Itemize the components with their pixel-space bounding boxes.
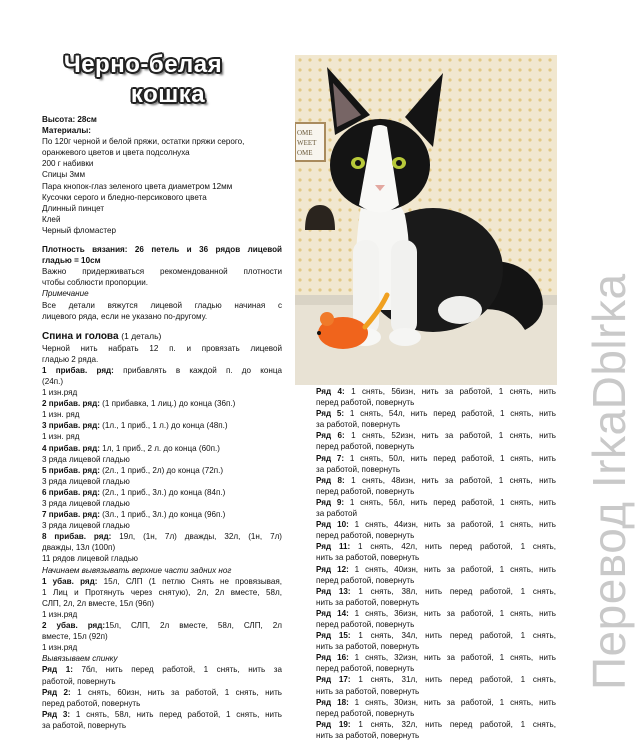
text-line: лицевого ряда, если не указано по-другому. (42, 311, 208, 321)
text-line: гладью 2 ряда. (42, 354, 99, 364)
text-line: 7 прибав. ряд: (3л., 1 приб., 3л.) до конца (96п.) (42, 510, 226, 520)
text-line: 3 ряда лицевой гладью (42, 521, 130, 531)
text-line: 1 изн.ряд (42, 609, 78, 619)
row-label: Ряд 6: (316, 431, 345, 441)
text-line: вместе, 15л (92п) (42, 632, 108, 642)
row-label: Ряд 15: (316, 631, 351, 641)
text-line: По 120г черной и белой пряжи, остатки пряжи серого, (42, 137, 245, 147)
row-label: 5 прибав. ряд: (42, 465, 100, 475)
text-line: Ряд 14: 1 снять, 36изн, нить за работой, 1 снять, нить (316, 608, 556, 618)
row-label: 1 прибав. ряд: (42, 365, 114, 375)
text-line: перед работой, повернуть (316, 575, 415, 585)
text-line: 5 прибав. ряд: (2л., 1 приб., 2л) до конца (72п.) (42, 465, 224, 475)
text-line: Кусочки серого и бледно-персикового цвета (42, 192, 207, 202)
row-label: Ряд 5: (316, 409, 345, 419)
row-label: Ряд 8: (316, 475, 345, 485)
text-line: Начинаем вывязывать верхние части задних ног (42, 565, 232, 575)
text-line: Ряд 7: 1 снять, 50л, нить перед работой, 1 снять, нить (316, 453, 556, 463)
text-line: 1 изн. ряд (42, 410, 80, 420)
text-line: за работой, повернуть (316, 464, 401, 474)
row-label: 2 прибав. ряд: (42, 399, 100, 409)
row-label: Ряд 19: (316, 719, 351, 729)
text-line: 1 убав. ряд: 15л, СЛП (1 петлю Снять не провязывая, (42, 576, 282, 586)
row-label: 2 убав. ряд: (42, 621, 106, 631)
title-line-1: Черно-белая (63, 51, 223, 78)
wall-sign-text-2: WEET (297, 139, 317, 147)
text-line: 1 изн. ряд (42, 432, 80, 442)
text-line: оранжевого цветов и цвета подсолнуха (42, 148, 190, 158)
page-title (38, 50, 248, 110)
text-line: перед работой, повернуть (316, 619, 415, 629)
wall-sign-text-1: OME (297, 129, 313, 137)
text-line: нить за работой, повернуть (316, 597, 420, 607)
text-line: 1 Лиц и Протянуть через снятую), 2л, 2л вместе, 58л, (42, 587, 282, 597)
text-line: Вывязываем спинку (42, 654, 118, 664)
text-line: 6 прибав. ряд: (2л., 1 приб., 3л.) до конца (84п.) (42, 487, 226, 497)
text-line: перед работой, повернуть (42, 698, 141, 708)
text-line: 2 убав. ряд:15л, СЛП, 2л вместе, 58л, СЛП, 2л (42, 621, 282, 631)
text-line: перед работой, повернуть (316, 664, 415, 674)
text-line: за работой, повернуть (316, 420, 401, 430)
text-line: гладью = 10см (42, 256, 101, 266)
text-line: Пара кнопок-глаз зеленого цвета диаметром 12мм (42, 181, 233, 191)
text-line: нить за работой, повернуть (316, 642, 420, 652)
row-label: 1 убав. ряд: (42, 576, 98, 586)
text-line: Высота: 28см (42, 115, 97, 124)
text-line: Ряд 17: 1 снять, 31л, нить перед работой, 1 снять, (316, 675, 556, 685)
text-line: Важно придерживаться рекомендованной плотности (42, 267, 282, 277)
row-label: Ряд 7: (316, 453, 345, 463)
row-label: Ряд 14: (316, 608, 349, 618)
watermark: Перевод IrkaDblrka (583, 273, 635, 690)
text-line: Ряд 19: 1 снять, 32л, нить перед работой, 1 снять, (316, 719, 556, 729)
row-label: Ряд 13: (316, 586, 351, 596)
text-line: Ряд 2: 1 снять, 60изн, нить за работой, 1 снять, нить (42, 687, 282, 697)
text-line: нить за работой, повернуть (316, 730, 420, 740)
cat-photo (295, 55, 557, 385)
text-line: Клей (42, 214, 61, 224)
text-line: перед работой, повернуть (316, 398, 415, 408)
text-line: Ряд 3: 1 снять, 58л, нить перед работой, 1 снять, нить (42, 709, 282, 719)
text-line: работой, повернуть (42, 676, 116, 686)
row-label: Ряд 2: (42, 687, 71, 697)
title-line-2: кошка (130, 81, 206, 108)
text-line: Длинный пинцет (42, 203, 105, 213)
text-line: Примечание (42, 289, 89, 299)
section-heading-title: Спина и голова (42, 330, 122, 342)
text-line: перед работой, повернуть (316, 531, 415, 541)
cat-photo-illustration (295, 55, 557, 385)
row-label: 6 прибав. ряд: (42, 487, 100, 497)
text-line: нить за работой, повернуть (316, 553, 420, 563)
pattern-column-right (316, 386, 556, 741)
row-label: Ряд 10: (316, 520, 349, 530)
section-heading-note: (1 деталь) (121, 330, 162, 341)
text-line: Ряд 16: 1 снять, 32изн, нить за работой, 1 снять, нить (316, 653, 556, 663)
text-line: Ряд 4: 1 снять, 56изн, нить за работой, 1 снять, нить (316, 387, 556, 396)
wall-sign-text-3: OME (297, 149, 313, 157)
text-line: 3 прибав. ряд: (1л., 1 приб., 1 л.) до конца (48п.) (42, 421, 228, 431)
row-label: Ряд 16: (316, 653, 349, 663)
text-line: Ряд 5: 1 снять, 54л, нить перед работой, 1 снять, нить (316, 409, 556, 419)
text-line: 2 прибав. ряд: (1 прибавка, 1 лиц.) до конца (36п.) (42, 399, 236, 409)
text-line: 8 прибав. ряд: 19л, (1н, 7л) дважды, 32л, (1н, 7л) (42, 532, 282, 542)
text-line: 3 ряда лицевой гладью (42, 476, 130, 486)
text-line: 1 изн.ряд (42, 643, 78, 653)
text-line: 3 ряда лицевой гладью (42, 454, 130, 464)
paragraph-gap (42, 322, 282, 330)
text-line: Ряд 10: 1 снять, 44изн, нить за работой, 1 снять, нить (316, 520, 556, 530)
text-line: за работой, повернуть (42, 720, 127, 730)
text-line: 4 прибав. ряд: 1л, 1 приб., 2 л. до конца (60п.) (42, 443, 220, 453)
pattern-column-left (42, 114, 282, 731)
text-line: Ряд 1: 7бл, нить перед работой, 1 снять, нить за (42, 665, 282, 675)
row-label: 8 прибав. ряд: (42, 532, 112, 542)
text-line: Ряд 8: 1 снять, 48изн, нить за работой, 1 снять, нить (316, 475, 556, 485)
text-line: 3 ряда лицевой гладью (42, 499, 130, 508)
text-line: Плотность вязания: 26 петель и 36 рядов лицевой (42, 245, 282, 255)
text-line: 200 г набивки (42, 159, 94, 169)
row-label: Ряд 3: (42, 709, 71, 719)
row-label: Ряд 11: (316, 542, 351, 552)
text-line: Спицы 3мм (42, 170, 86, 180)
text-line: Ряд 9: 1 снять, 56л, нить перед работой, 1 снять, нить (316, 497, 556, 507)
text-line: нить за работой, повернуть (316, 686, 420, 696)
row-label: 4 прибав. ряд: (42, 443, 100, 453)
row-label: Ряд 18: (316, 697, 349, 707)
section-heading (42, 330, 282, 343)
paragraph-gap (42, 236, 282, 244)
text-line: Черной нить набрать 12 п. и провязать лицевой (42, 343, 282, 353)
row-label: Ряд 17: (316, 675, 351, 685)
text-line: Ряд 15: 1 снять, 34л, нить перед работой, 1 снять, (316, 631, 556, 641)
text-line: Ряд 18: 1 снять, 30изн, нить за работой, 1 снять, нить (316, 697, 556, 707)
row-label: Ряд 12: (316, 564, 349, 574)
text-line: чтобы соблюсти пропорции. (42, 278, 148, 288)
text-line: (24п.) (42, 376, 64, 386)
text-line: перед работой, повернуть (316, 442, 415, 452)
row-label: 3 прибав. ряд: (42, 421, 100, 431)
text-line: Ряд 13: 1 снять, 38л, нить перед работой, 1 снять, (316, 586, 556, 596)
row-label: 7 прибав. ряд: (42, 510, 100, 520)
text-line: 1 прибав. ряд: прибавлять в каждой п. до конца (42, 365, 282, 375)
text-line: Ряд 6: 1 снять, 52изн, нить за работой, 1 снять, нить (316, 431, 556, 441)
row-label: Ряд 4: (316, 387, 345, 396)
text-line: Ряд 12: 1 снять, 40изн, нить за работой, 1 снять, нить (316, 564, 556, 574)
text-line: 11 рядов лицевой гладью (42, 554, 138, 564)
text-line: перед работой, повернуть (316, 486, 415, 496)
text-line: за работой (316, 509, 358, 519)
text-line: СЛП, 2л, 2л вместе, 15л (96п) (42, 598, 155, 608)
text-line: Черный фломастер (42, 225, 116, 235)
text-line: дважды, 13л (100п) (42, 543, 116, 553)
row-label: Ряд 9: (316, 497, 345, 507)
text-line: 1 изн.ряд (42, 388, 78, 398)
text-line: Материалы: (42, 126, 91, 136)
row-label: Ряд 1: (42, 665, 73, 675)
text-line: Все детали вяжутся лицевой гладью начиная с (42, 300, 282, 310)
text-line: Ряд 11: 1 снять, 42л, нить перед работой, 1 снять, (316, 542, 556, 552)
text-line: перед работой, повернуть (316, 708, 415, 718)
